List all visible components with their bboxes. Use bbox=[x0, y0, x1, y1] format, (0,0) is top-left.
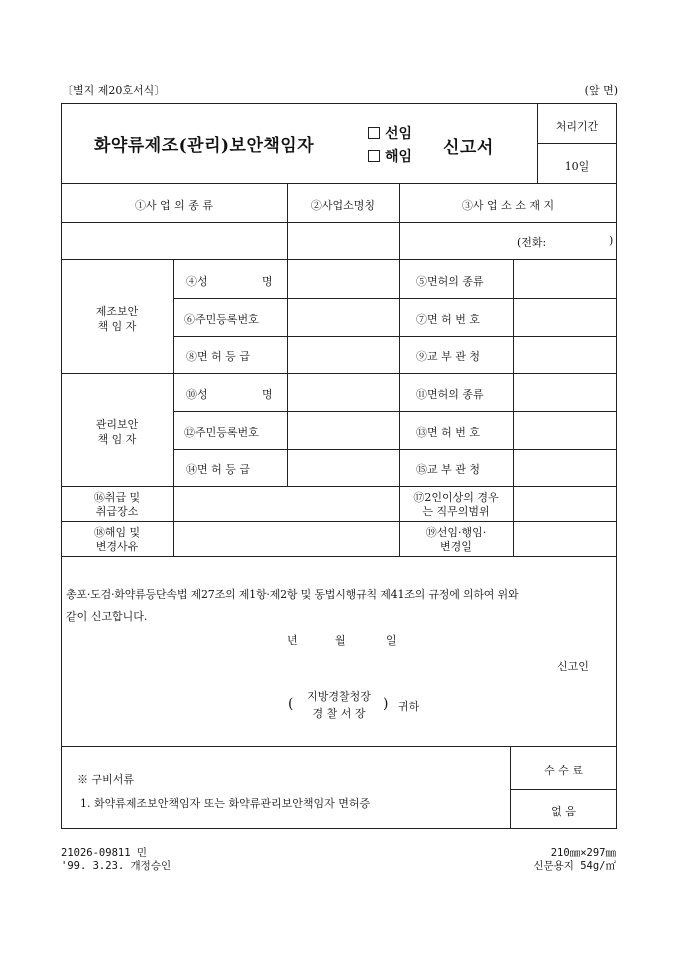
processing-period-label: 처리기간 bbox=[555, 120, 599, 133]
footer-code: 21026-09811 민 bbox=[61, 847, 148, 859]
mgmt-license-type-field[interactable] bbox=[514, 374, 616, 411]
mgmt-license-no-field[interactable] bbox=[514, 412, 616, 449]
duty-scope-field[interactable] bbox=[514, 487, 616, 521]
mgmt-name-label-2: 명 bbox=[262, 388, 273, 401]
handling-label-2: 취급장소 bbox=[95, 505, 139, 518]
business-address-label: ③사 업 소 소 재 지 bbox=[461, 199, 555, 212]
change-date-label: ⑲선임·행임· bbox=[425, 526, 487, 539]
dismissal-reason-field[interactable] bbox=[174, 522, 399, 556]
mgmt-license-no-label: ⑬면 허 번 호 bbox=[416, 426, 480, 439]
authority-line-2: 경 찰 서 장 bbox=[312, 707, 366, 720]
mgmt-rrn-label: ⑫주민등록번호 bbox=[184, 426, 259, 439]
checkbox-dismiss[interactable] bbox=[368, 150, 380, 162]
option-dismiss[interactable] bbox=[368, 146, 412, 166]
month-label: 월 bbox=[335, 634, 346, 647]
mgmt-license-type-label: ⑪면허의 종류 bbox=[416, 388, 484, 401]
handling-field[interactable] bbox=[174, 487, 399, 521]
applicant-label: 신고인 bbox=[557, 660, 589, 673]
mfg-section-label-2: 책 임 자 bbox=[97, 320, 137, 333]
mgmt-section-label: 관리보안 bbox=[95, 418, 139, 431]
business-name-label: ②사업소명칭 bbox=[310, 199, 376, 212]
mfg-name-field[interactable] bbox=[288, 260, 399, 298]
footer-paper: 신문용지 54g/㎡ bbox=[533, 860, 616, 872]
authority-line-1: 지방경찰청장 bbox=[307, 690, 371, 703]
mfg-license-type-field[interactable] bbox=[514, 260, 616, 298]
duty-scope-label-2: 는 직무의범위 bbox=[422, 505, 490, 518]
mfg-issuer-field[interactable] bbox=[514, 337, 616, 373]
mfg-license-no-field[interactable] bbox=[514, 299, 616, 336]
divider bbox=[61, 556, 617, 557]
divider bbox=[61, 746, 617, 747]
mfg-name-label: ④성 bbox=[186, 275, 208, 288]
required-docs-title: ※ 구비서류 bbox=[77, 773, 135, 786]
mgmt-issuer-field[interactable] bbox=[514, 450, 616, 486]
year-label: 년 bbox=[287, 634, 298, 647]
business-address-field[interactable] bbox=[400, 223, 616, 258]
mgmt-grade-label: ⑭면 허 등 급 bbox=[186, 463, 250, 476]
business-type-field[interactable] bbox=[61, 223, 287, 258]
divider bbox=[537, 143, 617, 144]
mgmt-section-label-2: 책 임 자 bbox=[97, 433, 137, 446]
form-title-suffix: 신고서 bbox=[443, 138, 494, 158]
paren-close: ) bbox=[383, 696, 389, 712]
business-name-field[interactable] bbox=[288, 223, 399, 258]
mfg-issuer-label: ⑨교 부 관 청 bbox=[416, 350, 480, 363]
mgmt-name-field[interactable] bbox=[288, 374, 399, 411]
handling-label: ⑯취급 및 bbox=[93, 491, 141, 504]
mfg-rrn-field[interactable] bbox=[288, 299, 399, 336]
page-side: (앞 면) bbox=[584, 84, 618, 97]
dismissal-reason-label: ⑱해임 및 bbox=[93, 526, 141, 539]
dismissal-reason-label-2: 변경사유 bbox=[95, 540, 139, 553]
option-appoint-label: 선임 bbox=[385, 126, 413, 142]
addressee-label: 귀하 bbox=[398, 700, 420, 713]
fee-value: 없 음 bbox=[551, 805, 576, 818]
required-docs-item-1: 1. 화약류제조보안책임자 또는 화약류관리보안책임자 면허증 bbox=[80, 797, 371, 810]
business-type-label: ①사 업 의 종 류 bbox=[134, 199, 214, 212]
divider bbox=[510, 789, 617, 790]
form-number: 〔별지 제20호서식〕 bbox=[62, 84, 166, 97]
statement-line-1: 총포·도검·화약류등단속법 제27조의 제1항·제2항 및 동법시행규칙 제41조의 규정에 의하여 위와 bbox=[66, 588, 519, 601]
mfg-rrn-label: ⑥주민등록번호 bbox=[184, 313, 259, 326]
statement-line-2: 같이 신고합니다. bbox=[66, 610, 148, 623]
paren-open: ( bbox=[288, 696, 294, 712]
fee-label: 수 수 료 bbox=[544, 764, 583, 777]
mfg-grade-label: ⑧면 허 등 급 bbox=[186, 350, 250, 363]
mgmt-grade-field[interactable] bbox=[288, 450, 399, 486]
footer-size: 210㎜×297㎜ bbox=[550, 847, 616, 859]
form-title: 화약류제조(관리)보안책임자 bbox=[94, 136, 315, 156]
mfg-grade-field[interactable] bbox=[288, 337, 399, 373]
mfg-name-label-2: 명 bbox=[262, 275, 273, 288]
processing-period-value: 10일 bbox=[564, 160, 590, 173]
option-dismiss-label: 해임 bbox=[385, 149, 413, 165]
change-date-field[interactable] bbox=[514, 522, 616, 556]
mgmt-name-label: ⑩성 bbox=[186, 388, 208, 401]
checkbox-appoint[interactable] bbox=[368, 127, 380, 139]
footer-date: '99. 3.23. 개정승인 bbox=[61, 860, 172, 872]
divider bbox=[61, 183, 617, 184]
day-label: 일 bbox=[386, 634, 397, 647]
duty-scope-label: ⑰2인이상의 경우 bbox=[413, 491, 499, 504]
change-date-label-2: 변경일 bbox=[440, 540, 472, 553]
phone-close: ) bbox=[609, 234, 614, 247]
mfg-license-no-label: ⑦면 허 번 호 bbox=[416, 313, 480, 326]
phone-label: (전화: bbox=[517, 236, 547, 249]
mfg-license-type-label: ⑤면허의 종류 bbox=[416, 275, 484, 288]
mgmt-rrn-field[interactable] bbox=[288, 412, 399, 449]
option-appoint[interactable] bbox=[368, 123, 412, 143]
mgmt-issuer-label: ⑮교 부 관 청 bbox=[416, 463, 480, 476]
mfg-section-label: 제조보안 bbox=[95, 305, 139, 318]
